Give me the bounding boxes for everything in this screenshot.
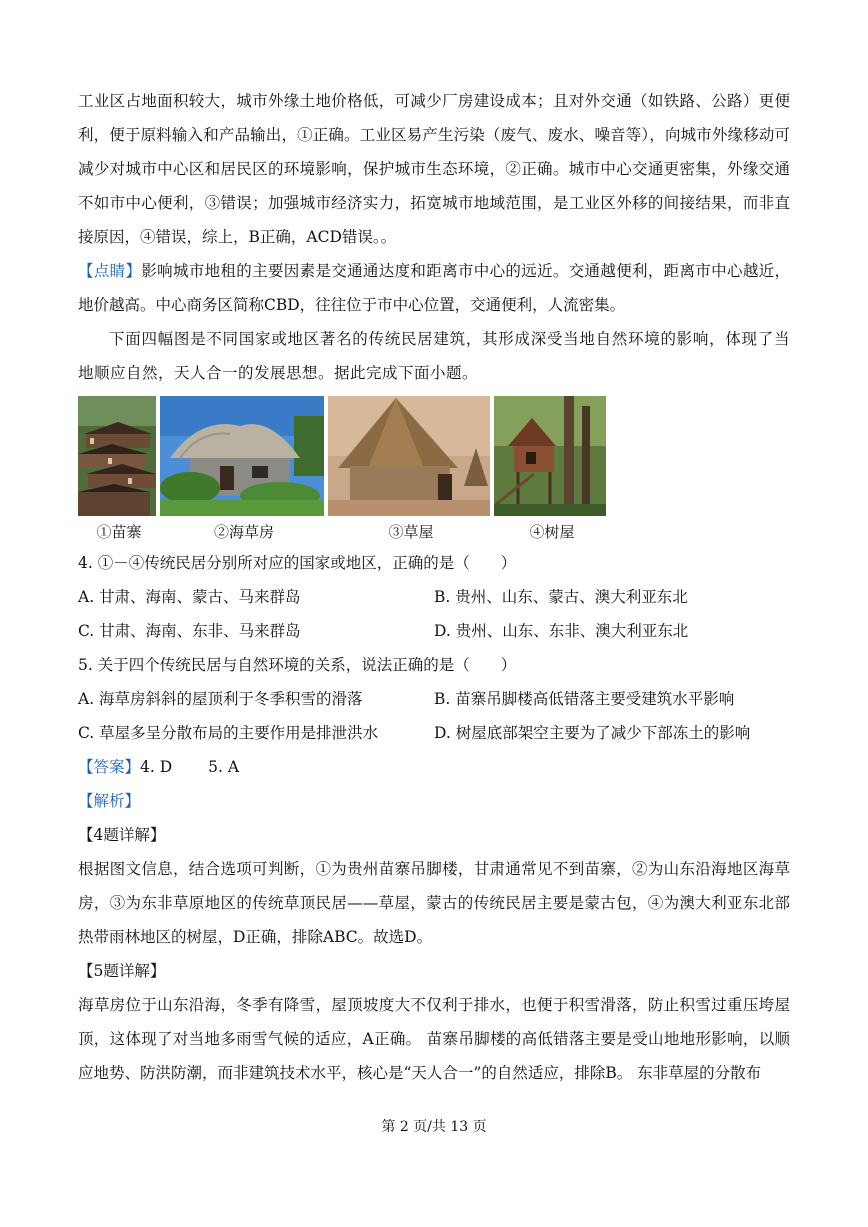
detail4-tag: 【4题详解】 <box>78 826 166 844</box>
q4-option-a: A. 甘肃、海南、蒙古、马来群岛 <box>78 588 301 606</box>
answer-tag: 【答案】 <box>78 758 141 776</box>
q5-stem: 5. 关于四个传统民居与自然环境的关系，说法正确的是（ ） <box>78 656 517 674</box>
image-captions <box>78 516 790 546</box>
q4-stem: 4. ①－④传统民居分别所对应的国家或地区，正确的是（ ） <box>78 554 517 572</box>
q4-options-row-2 <box>78 614 790 648</box>
paragraph-tip <box>78 254 790 322</box>
detail5-text: 海草房位于山东沿海，冬季有降雪，屋顶坡度大不仅利于排水，也便于积雪滑落，防止积雪过重压垮屋顶，这体现了对当地多雨雪气候的适应，A正确。 苗寨吊脚楼的高低错落主要是受山地地形影响，以顺应地势、防洪防潮，而非建筑技术水平，核心是“天人合一”的自然适应，排除B。 东非草屋的分散布 <box>78 996 790 1082</box>
q5-option-a: A. 海草房斜斜的屋顶利于冬季积雪的滑落 <box>78 690 363 708</box>
analysis-tag: 【解析】 <box>78 792 141 810</box>
page-content <box>78 84 790 1090</box>
paragraph-explanation-q3: 工业区占地面积较大，城市外缘土地价格低，可减少厂房建设成本；且对外交通（如铁路、公路）更便利，便于原料输入和产品输出，①正确。工业区易产生污染（废气、废水、噪音等），向城市外缘移动可减少对城市中心区和居民区的环境影响，保护城市生态环境，②正确。城市中心交通更密集，外缘交通不如市中心便利，③错误；加强城市经济实力，拓宽城市地域范围，是工业区外移的间接结果，而非直接原因，④错误，综上，B正确，ACD错误。。 <box>78 92 790 246</box>
tip-tag: 【点睛】 <box>78 262 142 280</box>
q4-options-row-1 <box>78 580 790 614</box>
q4-option-c: C. 甘肃、海南、东非、马来群岛 <box>78 622 301 640</box>
q4-option-b: B. 贵州、山东、蒙古、澳大利亚东北 <box>434 588 688 606</box>
answer-4: 4. D <box>140 758 173 776</box>
image-miao-village <box>78 396 156 516</box>
answer-line <box>78 750 790 784</box>
tip-text: 影响城市地租的主要因素是交通通达度和距离市中心的远近。交通越便利，距离市中心越近，地价越高。中心商务区简称CBD，往往位于市中心位置，交通便利，人流密集。 <box>78 262 790 314</box>
caption-2: ②海草房 <box>213 522 274 541</box>
image-tree-house <box>494 396 606 516</box>
caption-3: ③草屋 <box>388 522 434 541</box>
caption-1: ①苗寨 <box>96 522 142 541</box>
image-seaweed-house <box>160 396 324 516</box>
answer-5: 5. A <box>208 758 240 776</box>
q5-option-c: C. 草屋多呈分散布局的主要作用是排泄洪水 <box>78 724 379 742</box>
paragraph-material-intro: 下面四幅图是不同国家或地区著名的传统民居建筑，其形成深受当地自然环境的影响，体现了当地顺应自然，天人合一的发展思想。据此完成下面小题。 <box>78 330 790 382</box>
dwelling-images <box>78 396 790 516</box>
q5-options-row-2 <box>78 716 790 750</box>
q5-option-d: D. 树屋底部架空主要为了减少下部冻土的影响 <box>434 724 751 742</box>
q5-options-row-1 <box>78 682 790 716</box>
image-thatched-hut <box>328 396 490 516</box>
q5-option-b: B. 苗寨吊脚楼高低错落主要受建筑水平影响 <box>434 690 735 708</box>
q4-option-d: D. 贵州、山东、东非、澳大利亚东北 <box>434 622 689 640</box>
detail4-text: 根据图文信息，结合选项可判断，①为贵州苗寨吊脚楼，甘肃通常见不到苗寨，②为山东沿海地区海草房，③为东非草原地区的传统草顶民居——草屋，蒙古的传统民居主要是蒙古包，④为澳大利亚东北部热带雨林地区的树屋，D正确，排除ABC。故选D。 <box>78 860 790 946</box>
caption-4: ④树屋 <box>529 522 575 541</box>
page-footer: 第 2 页/共 13 页 <box>381 1119 487 1135</box>
detail5-tag: 【5题详解】 <box>78 962 166 980</box>
